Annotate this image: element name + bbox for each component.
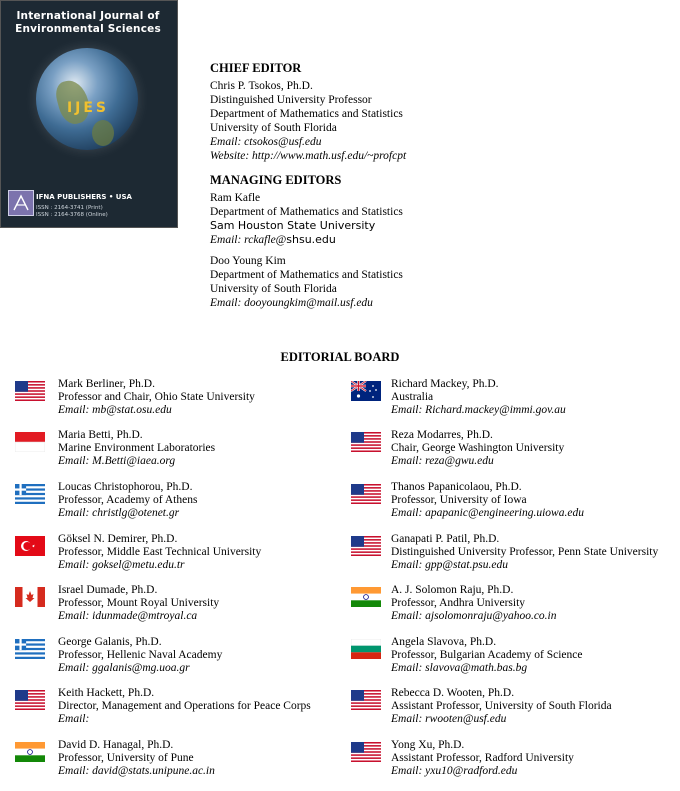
member-name: Reza Modarres, Ph.D. [391,429,493,441]
managing-editor-department: Department of Mathematics and Statistics [210,206,403,218]
member-email[interactable]: Email: mb@stat.osu.edu [58,404,172,416]
board-member [391,687,612,726]
member-email[interactable]: Email: ggalanis@mg.uoa.gr [58,662,190,674]
member-position: Professor and Chair, Ohio State University [58,391,255,403]
us-flag-icon [15,381,45,401]
email-domain: shsu.edu [286,233,336,246]
member-name: Keith Hackett, Ph.D. [58,687,155,699]
canada-flag-icon [15,587,45,607]
board-member [391,636,582,675]
member-position: Professor, University of Pune [58,752,194,764]
cover-issn-online: ISSN : 2164-3768 (Online) [36,212,108,218]
member-name: Yong Xu, Ph.D. [391,739,465,751]
member-position: Marine Environment Laboratories [58,442,216,454]
managing-editor-name: Ram Kafle [210,192,261,204]
board-member [58,739,215,778]
member-position: Director, Management and Operations for Peace Corps [58,700,311,712]
cover-publisher: IFNA PUBLISHERS • USA [36,193,132,201]
member-position: Chair, George Washington University [391,442,565,454]
indonesia-flag-icon [15,432,45,452]
member-name: George Galanis, Ph.D. [58,636,162,648]
turkey-flag-icon [15,536,45,556]
member-position: Assistant Professor, University of South Florida [391,700,612,712]
cover-title [0,10,176,36]
board-member [391,533,658,572]
member-position: Professor, Middle East Technical University [58,546,262,558]
member-position: Professor, Hellenic Naval Academy [58,649,223,661]
board-member [58,636,222,675]
board-member [58,687,311,726]
chief-editor-department: Department of Mathematics and Statistics [210,108,403,120]
managing-editor-email[interactable]: Email: dooyoungkim@mail.usf.edu [210,297,373,309]
us-flag-icon [351,690,381,710]
journal-cover [0,0,178,228]
managing-editor [210,191,403,247]
chief-editor-title: Distinguished University Professor [210,94,372,106]
globe-landmass [92,120,114,146]
us-flag-icon [351,742,381,762]
member-position: Professor, Bulgarian Academy of Science [391,649,583,661]
member-email[interactable]: Email: reza@gwu.edu [391,455,494,467]
member-email[interactable]: Email: apapanic@engineering.uiowa.edu [391,507,584,519]
us-flag-icon [351,536,381,556]
managing-editors-heading: MANAGING EDITORS [210,173,342,187]
member-name: Mark Berliner, Ph.D. [58,378,155,390]
member-position: Assistant Professor, Radford University [391,752,574,764]
member-email[interactable]: Email: ajsolomonraju@yahoo.co.in [391,610,557,622]
managing-editor-email[interactable] [210,233,403,247]
member-email[interactable]: Email: rwooten@usf.edu [391,713,507,725]
member-email[interactable]: Email: christlg@otenet.gr [58,507,180,519]
member-email[interactable]: Email: [58,713,90,725]
chief-editor-heading: CHIEF EDITOR [210,61,302,75]
board-member [391,429,564,468]
greece-flag-icon [15,484,45,504]
board-member [58,533,261,572]
us-flag-icon [351,432,381,452]
member-name: Maria Betti, Ph.D. [58,429,143,441]
member-name: Ganapati P. Patil, Ph.D. [391,533,500,545]
india-flag-icon [15,742,45,762]
member-email[interactable]: Email: M.Betti@iaea.org [58,455,176,467]
editorial-board-heading: EDITORIAL BOARD [280,350,400,364]
managing-editor-name: Doo Young Kim [210,255,286,267]
cover-issn [36,205,108,219]
chief-editor-website[interactable]: Website: http://www.math.usf.edu/~profcpt [210,150,407,162]
india-flag-icon [351,587,381,607]
managing-editor-department: Department of Mathematics and Statistics [210,269,403,281]
member-email[interactable]: Email: yxu10@radford.edu [391,765,518,777]
chief-editor-email[interactable]: Email: ctsokos@usf.edu [210,136,322,148]
member-name: Göksel N. Demirer, Ph.D. [58,533,178,545]
bulgaria-flag-icon [351,639,381,659]
member-email[interactable]: Email: Richard.mackey@immi.gov.au [391,404,566,416]
member-email[interactable]: Email: gpp@stat.psu.edu [391,559,508,571]
board-member [58,378,255,417]
member-email[interactable]: Email: slavova@math.bas.bg [391,662,528,674]
managing-editor [210,254,403,310]
cover-acronym: IJES [66,100,110,116]
australia-flag-icon [351,381,381,401]
member-position: Professor, Academy of Athens [58,494,198,506]
cover-issn-print: ISSN : 2164-3741 (Print) [36,205,103,211]
board-member [58,429,215,468]
chief-editor-university: University of South Florida [210,122,337,134]
member-name: Israel Dumade, Ph.D. [58,584,158,596]
us-flag-icon [351,484,381,504]
board-member [391,584,557,623]
board-member [391,481,584,520]
member-position: Distinguished University Professor, Penn State University [391,546,659,558]
board-member [391,378,566,417]
member-name: Thanos Papanicolaou, Ph.D. [391,481,522,493]
publisher-logo-icon [8,190,34,216]
board-member [391,739,574,778]
managing-editor-university: Sam Houston State University [210,219,376,232]
member-position: Professor, University of Iowa [391,494,527,506]
email-prefix: Email: rckafle@ [210,234,287,246]
board-member [58,584,219,623]
greece-flag-icon [15,639,45,659]
member-position: Professor, Andhra University [391,597,526,609]
member-name: A. J. Solomon Raju, Ph.D. [391,584,514,596]
cover-title-line: Environmental Sciences [15,23,161,35]
cover-title-line: International Journal of [16,10,160,22]
us-flag-icon [15,690,45,710]
member-email[interactable]: Email: idunmade@mtroyal.ca [58,610,198,622]
member-name: Richard Mackey, Ph.D. [391,378,499,390]
member-name: Loucas Christophorou, Ph.D. [58,481,193,493]
member-name: David D. Hanagal, Ph.D. [58,739,174,751]
member-position: Australia [391,391,434,403]
chief-editor-name: Chris P. Tsokos, Ph.D. [210,80,313,92]
member-position: Professor, Mount Royal University [58,597,220,609]
member-name: Angela Slavova, Ph.D. [391,636,497,648]
member-email[interactable]: Email: goksel@metu.edu.tr [58,559,185,571]
board-member [58,481,197,520]
managing-editors-section [210,173,403,310]
managing-editor-university: University of South Florida [210,283,337,295]
member-name: Rebecca D. Wooten, Ph.D. [391,687,515,699]
chief-editor-section [210,61,406,163]
member-email[interactable]: Email: david@stats.unipune.ac.in [58,765,215,777]
